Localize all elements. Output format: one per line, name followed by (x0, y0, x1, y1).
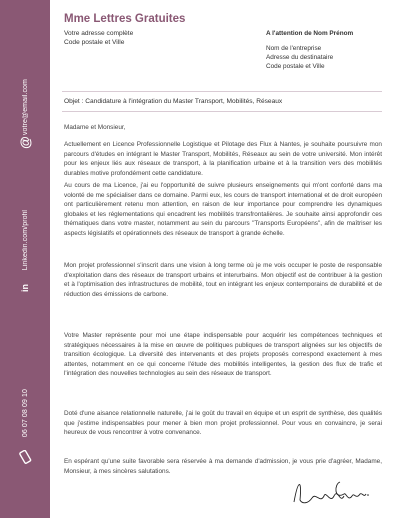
email-icon: @ (17, 136, 33, 149)
letter-subject: Objet : Candidature à l'intégration du Master Transport, Mobilités, Réseaux (64, 98, 283, 105)
divider-top (62, 91, 382, 92)
sidebar-phone (0, 384, 50, 442)
sender-address: Votre adresse complète (64, 30, 134, 37)
recipient-city: Code postale et Ville (266, 63, 325, 70)
linkedin-text: Linkedin.com/profil (21, 209, 29, 271)
paragraph-5: Doté d'une aisance relationnelle naturelle, j'ai le goût du travail en équipe et un esprit de synthèse, des qualités que j'estime indispensables pour mener à bien mon projet professionnel. Pour vous en convaincre, je serai heureux de vous rencontrer à votre convenance. (64, 410, 382, 437)
phone-icon (18, 450, 32, 469)
paragraph-1: Actuellement en Licence Professionnelle Logistique et Pilotage des Flux à Nantes, je souhaite poursuivre mon parcours d'études en intégrant le Master Transport, Mobilités, Réseaux au sein de votre université. Mon intérêt pour les enjeux liés aux réseaux de transport, à la planification urbaine et à la transition vers des mobilités durables motive profondément cette candidature. (64, 141, 382, 177)
email-text: votre@email.com (21, 78, 29, 136)
phone-text: 06 07 08 09 10 (21, 388, 29, 438)
paragraph-4: Votre Master représente pour moi une étape indispensable pour acquérir les compétences techniques et stratégiques nécessaires à la mise en œuvre de politiques publiques de transport alignées sur les objectifs de transition écologique. La diversité des intervenants et des projets proposés correspond exactement à mes attentes, notamment en ce qui concerne l'étude des mobilités intelligentes, la gestion des flux de trafic et l'intégration des nouvelles technologies au sein des réseaux de transport. (64, 332, 382, 378)
salutation: Madame et Monsieur, (64, 124, 126, 131)
divider-bottom (62, 111, 382, 112)
signature (290, 474, 370, 515)
recipient-company: Nom de l'entreprise (266, 45, 322, 52)
paragraph-2: Au cours de ma Licence, j'ai eu l'opportunité de suivre plusieurs enseignements qui m'ont conforté dans ma volonté de me spécialiser dans ce domaine. Parmi eux, les cours de transport international et de droit européen ont particulièrement retenu mon attention, en raison de leur importance pour comprendre les dynamiques globales et les réglementations qui encadrent les mobilités transfrontalières. Je souhaite ainsi approfondir ces thématiques dans votre master, notamment au sein du parcours "Transports Européens", afin de maîtriser les aspects législatifs et opérationnels des réseaux de transport à grande échelle. (64, 182, 382, 237)
linkedin-icon: in (20, 284, 30, 292)
sender-name: Mme Lettres Gratuites (64, 13, 186, 25)
paragraph-3: Mon projet professionnel s'inscrit dans une vision à long terme où je me vois occuper le poste de responsable d'exploitation dans des réseaux de transport urbains et interurbains. Mon objectif est de contribuer à la gestion et à l'optimisation des infrastructures de mobilité, tout en intégrant les enjeux contemporains de durabilité et de réduction des émissions de carbone. (64, 262, 382, 298)
paragraph-6: En espérant qu'une suite favorable sera réservée à ma demande d'admission, je vous prie d'agréer, Madame, Monsieur, à mes sincères salutations. (64, 458, 382, 475)
sender-city: Code postale et Ville (64, 39, 125, 46)
recipient-attention: A l'attention de Nom Prénom (266, 30, 354, 37)
recipient-address: Adresse du destinataire (266, 54, 334, 61)
